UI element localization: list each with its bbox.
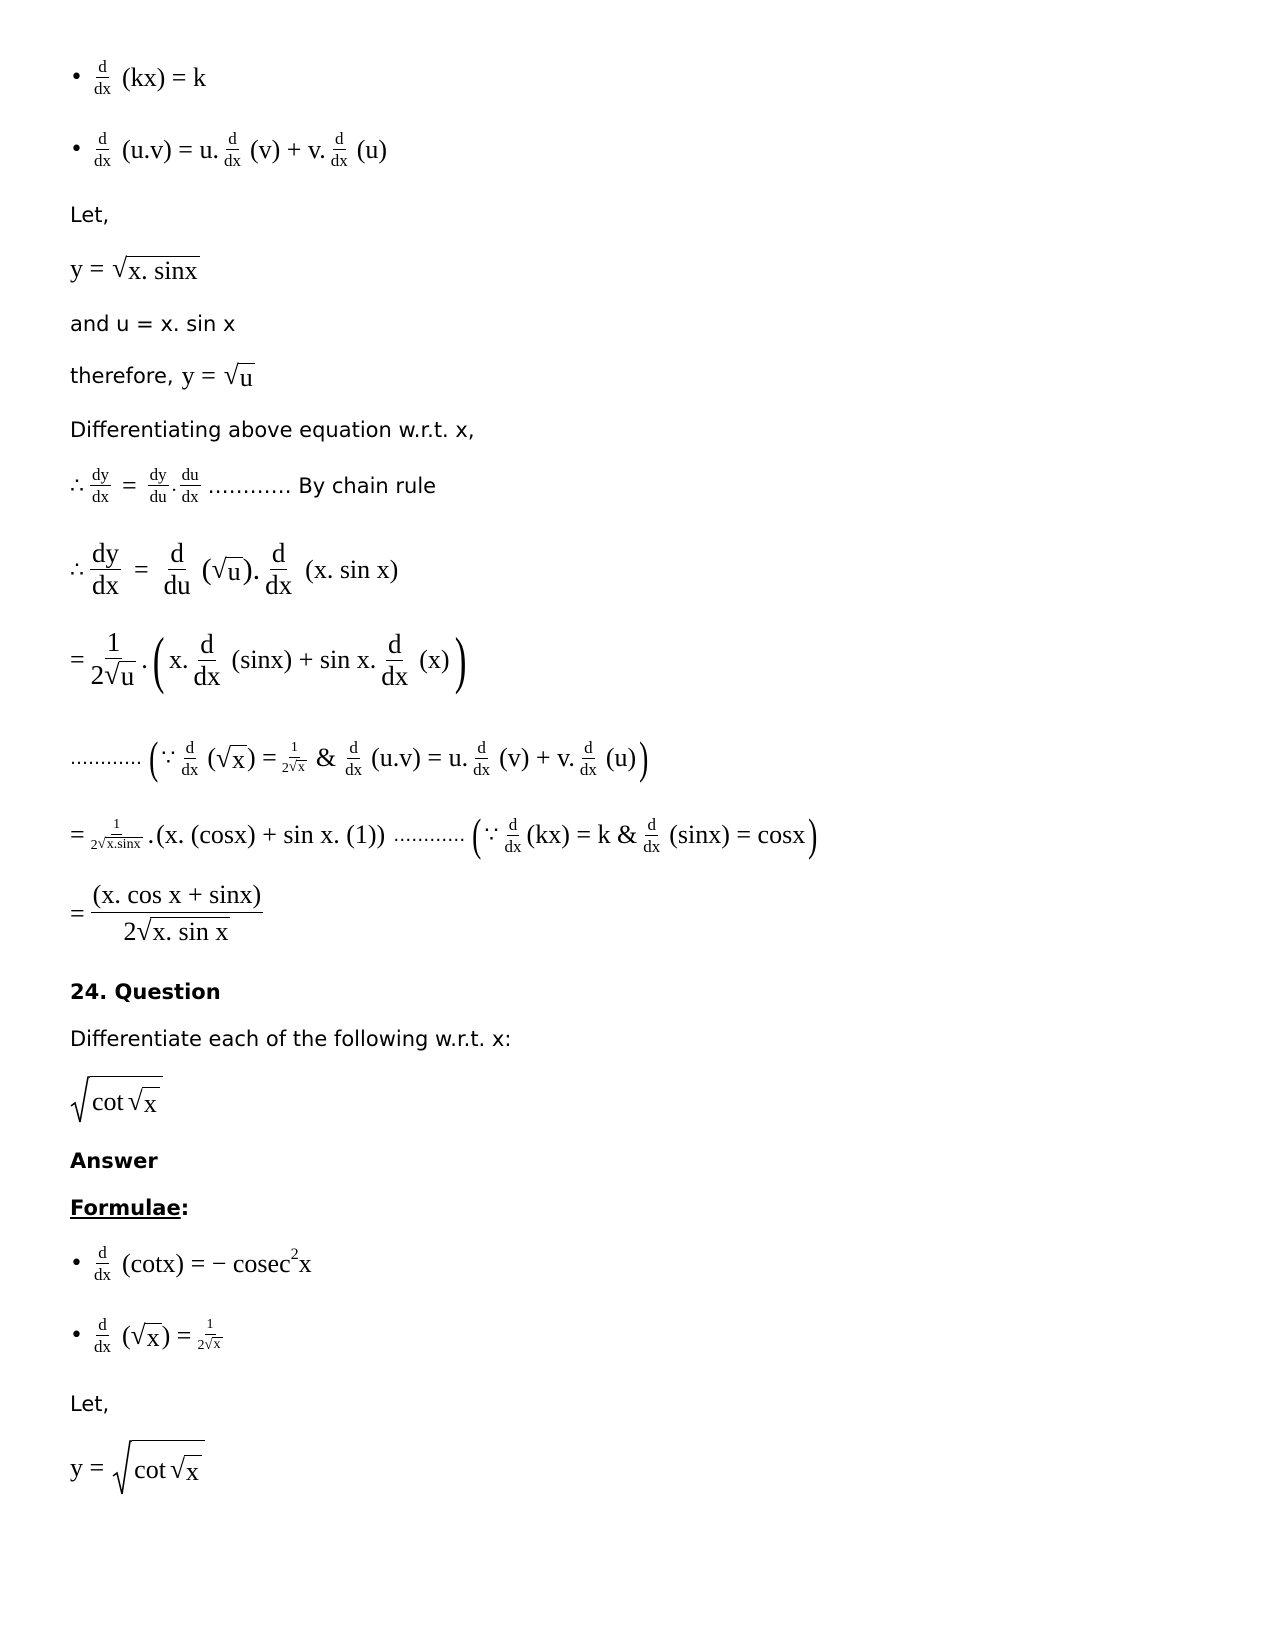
fraction-one-over-2sqrtx: 1 2 √ x xyxy=(281,739,305,776)
therefore-icon: ∴ xyxy=(70,472,84,498)
fraction-d-dx: $\frac{d}{dx}$ xyxy=(93,1243,111,1284)
equation-final-result: = (x. cos x + sinx) 2 √ x. sin x xyxy=(70,880,262,946)
fraction-one-over-2sqrtu: 1 2 √ u xyxy=(90,627,135,692)
sqrt-expression: √ x xyxy=(288,759,305,776)
formulae-heading: Formulae : xyxy=(70,1196,190,1220)
right-paren: ) xyxy=(639,732,649,783)
nested-sqrt-expression: cot √ x xyxy=(70,1076,163,1124)
equation-product-expansion: = 1 2 √ u . ( x. $\frac{d}{dx}$ (sinx) + sin x. $\frac{d}{dx}$ (x) ) xyxy=(70,624,467,695)
fraction-d-dx: $\frac{d}{dx}$ xyxy=(330,129,348,170)
question-expression xyxy=(70,1076,163,1124)
radical-icon xyxy=(112,1440,132,1496)
because-icon: ∵ xyxy=(161,745,176,770)
fraction-d-dx: $\frac{d}{dx}$ xyxy=(473,737,491,779)
formula-text: (u) xyxy=(356,134,388,164)
bullet: • xyxy=(70,137,83,162)
sqrt-expression: √ x.sinx xyxy=(97,836,141,853)
question-heading: 24. Question xyxy=(70,980,221,1004)
text-let: Let, xyxy=(70,203,110,227)
answer-heading: Answer xyxy=(70,1149,158,1173)
radical-icon: √ xyxy=(288,759,297,776)
text-let-2: Let, xyxy=(70,1392,110,1416)
fraction-d-du: $\frac{d}{du}$ xyxy=(163,538,191,600)
because-icon: ∵ xyxy=(484,822,499,847)
fraction-d-dx: $\frac{d}{dx}$ xyxy=(265,538,293,600)
fraction-final: (x. cos x + sinx) 2 √ x. sin x xyxy=(92,880,262,946)
fraction-d-dx: $\frac{d}{dx}$ xyxy=(181,737,199,779)
radical-icon: √ xyxy=(216,742,231,773)
bullet: • xyxy=(70,1251,83,1276)
fraction-du-dx: $\frac{du}{dx}$ xyxy=(181,465,199,506)
formula-text: (kx) = k xyxy=(121,62,206,92)
fraction-d-dx: $\frac{d}{dx}$ xyxy=(345,737,363,779)
sqrt-expression: √ x xyxy=(170,1454,202,1485)
right-paren: ) xyxy=(808,809,818,860)
equation-chain-applied: ∴ $\frac{dy}{dx}$ = $\frac{d}{du}$ ( √ u ). $\frac{d}{dx}$ (x. sin x) xyxy=(70,538,399,600)
formula-derivative-kx xyxy=(70,58,206,97)
sqrt-expression: √ x. sinx xyxy=(112,253,198,285)
radical-icon: √ xyxy=(211,554,227,584)
left-paren: ( xyxy=(472,809,482,860)
sqrt-expression: √ x xyxy=(216,742,245,775)
sqrt-expression: √ x xyxy=(128,1086,160,1117)
fraction-dy-du: $\frac{dy}{du}$ xyxy=(149,465,167,506)
equation-y-nested-sqrt: y = cot √ x xyxy=(70,1440,205,1496)
fraction-d-dx: $\frac{d}{dx}$ xyxy=(223,129,241,170)
formula-product-rule xyxy=(70,130,387,169)
sqrt-expression: √ u xyxy=(211,554,241,586)
fraction-dy-dx: $\frac{dy}{dx}$ xyxy=(92,465,109,506)
question-text: Differentiate each of the following w.r.t. x: xyxy=(70,1027,512,1051)
fraction-one-over-2sqrt-xsinx: 1 2 √ x.sinx xyxy=(90,816,141,853)
radical-icon xyxy=(70,1076,90,1124)
bullet: • xyxy=(70,65,83,90)
radical-icon: √ xyxy=(223,360,239,390)
radical-icon: √ xyxy=(204,1336,213,1353)
equation-y-definition: y = √ x. sinx xyxy=(70,253,198,285)
equation-because-note-1: ………… ( ∵ $\frac{d}{dx}$ ( √ x ) = 1 2 √ x & $\frac{d}{dx}$ (u.v) = u. $\frac{d}{dx}$ (v) + v. $\frac{d}{dx}$ (u) ) xyxy=(70,732,649,783)
fraction-d-dx: $\frac{d}{dx}$ xyxy=(381,628,409,691)
left-paren: ( xyxy=(152,624,165,695)
fraction-d-dx: $\frac{d}{dx}$ xyxy=(643,814,661,856)
therefore-icon: ∴ xyxy=(70,556,84,582)
equation-chain-rule: ∴ $\frac{dy}{dx}$ = $\frac{dy}{du}$ . $\frac{du}{dx}$ ………… By chain rule xyxy=(70,465,437,506)
sqrt-expression: √ x xyxy=(130,1320,160,1352)
sqrt-expression: √ u xyxy=(223,360,253,392)
radical-icon: √ xyxy=(136,916,152,946)
fraction-d-dx: $\frac{d}{dx}$ xyxy=(579,737,597,779)
nested-sqrt-expression: cot √ x xyxy=(112,1440,205,1496)
left-paren: ( xyxy=(149,732,159,783)
right-paren: ) xyxy=(454,624,467,695)
fraction-d-dx: $\frac{d}{dx}$ xyxy=(193,628,221,691)
fraction-dy-dx: $\frac{dy}{dx}$ xyxy=(92,538,119,600)
fraction-d-dx: $\frac{d}{dx}$ xyxy=(504,814,522,856)
equation-y-sqrt-u: therefore, y = √ u xyxy=(70,360,253,392)
radical-icon: √ xyxy=(169,1454,185,1484)
radical-icon: √ xyxy=(104,660,120,692)
formula-derivative-sqrt: • $\frac{d}{dx}$ ( √ x ) = 1 2 √ x xyxy=(70,1316,228,1355)
sqrt-expression: √ x xyxy=(204,1336,221,1353)
fraction-d-dx: $\frac{d}{dx}$ xyxy=(93,129,111,170)
radical-icon: √ xyxy=(112,253,128,283)
sqrt-expression: √ u xyxy=(104,660,135,692)
fraction-one-over-2sqrtx: 1 2 √ x xyxy=(197,1317,221,1353)
formula-derivative-cot: • $\frac{d}{dx}$ (cotx) = − cosec $^2$ x xyxy=(70,1243,312,1284)
sqrt-expression: √ x. sin x xyxy=(136,916,229,946)
radical-icon: √ xyxy=(97,836,106,853)
radical-icon: √ xyxy=(127,1086,143,1116)
fraction-d-dx: $\frac{d}{dx}$ xyxy=(93,57,111,98)
radical-icon: √ xyxy=(130,1320,146,1350)
text-and-u: and u = x. sin x xyxy=(70,312,236,336)
formula-text: (u.v) = u. xyxy=(121,134,219,164)
formula-text: (v) + v. xyxy=(249,134,326,164)
text-differentiating: Differentiating above equation w.r.t. x, xyxy=(70,418,475,442)
equation-simplified-step: = 1 2 √ x.sinx . (x. (cosx) + sin x. (1)) ………… ( ∵ $\frac{d}{dx}$ (kx) = k & $\frac{d}{dx}$ (sinx) = cosx ) xyxy=(70,809,818,860)
bullet: • xyxy=(70,1323,83,1348)
fraction-d-dx: $\frac{d}{dx}$ xyxy=(93,1315,111,1356)
